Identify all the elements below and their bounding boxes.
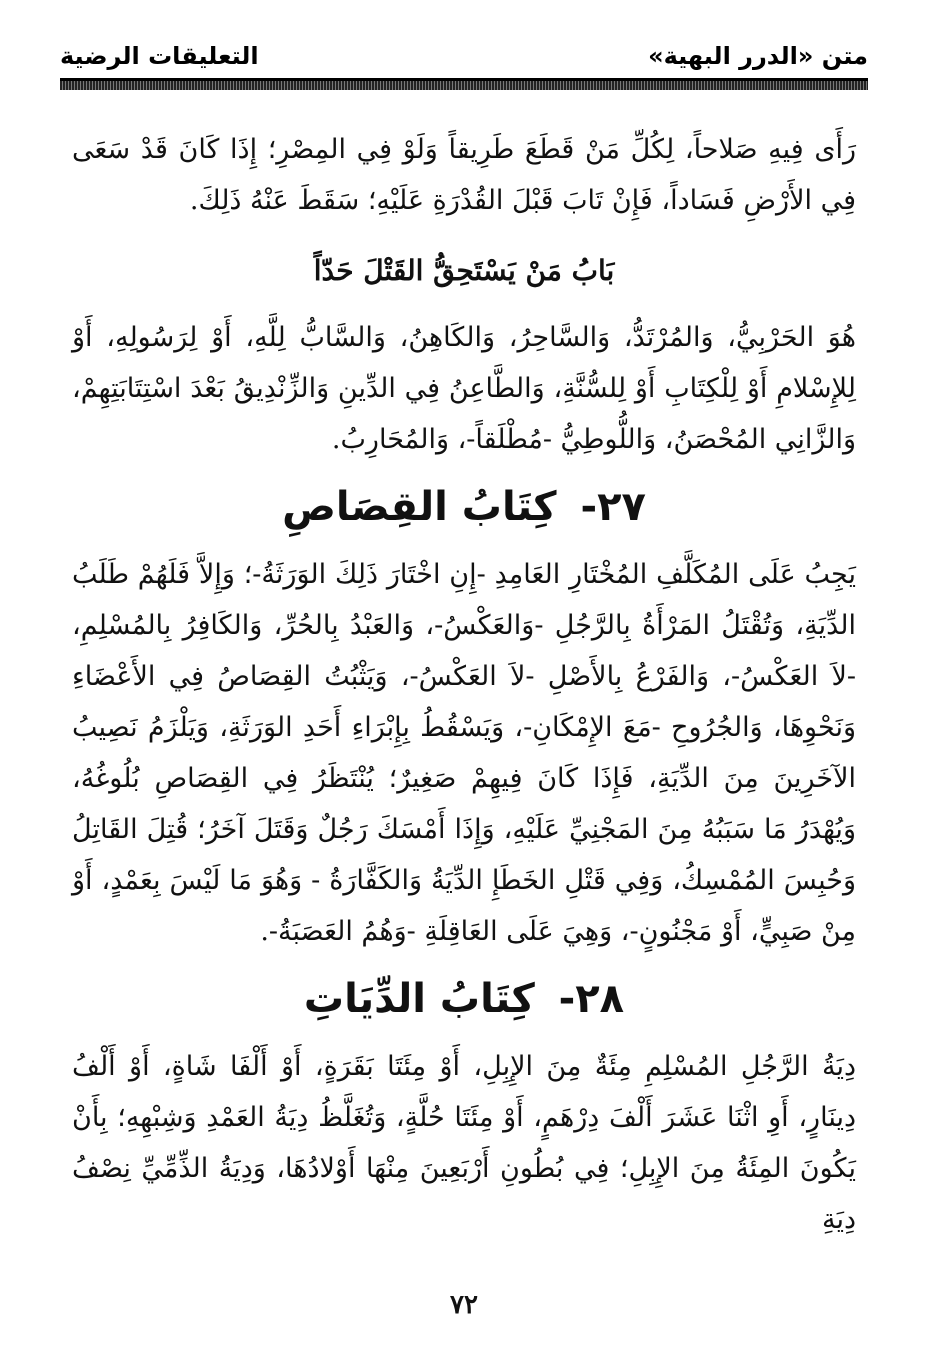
qisas-title: كِتَابُ القِصَاصِ bbox=[282, 484, 557, 530]
bab-heading: بَابُ مَنْ يَسْتَحِقُّ القَتْلَ حَدّاً bbox=[313, 254, 615, 287]
diyat-number: ٢٨- bbox=[558, 976, 625, 1022]
page-number: ٧٢ bbox=[450, 1290, 478, 1320]
diyat-title: كِتَابُ الدِّيَاتِ bbox=[303, 976, 535, 1022]
running-header bbox=[60, 38, 868, 74]
header-commentary-title: التعليقات الرضية bbox=[60, 42, 259, 70]
qisas-number: ٢٧- bbox=[580, 484, 646, 530]
diyat-heading bbox=[72, 967, 856, 1031]
qisas-paragraph: يَجِبُ عَلَى المُكَلَّفِ المُخْتَارِ العَامِدِ -إِنِ اخْتَارَ ذَلِكَ الوَرَثَةُ-؛ وَإِلاَّ فَلَهُمْ طَلَبُ الدِّيَةِ، وَتُقْتَلُ المَرْأَةُ بِالرَّجُلِ -وَالعَكْسُ-، وَالعَبْدُ بِالحُرِّ، وَالكَافِرُ بِالمُسْلِمِ، -لاَ العَكْسُ-، وَالفَرْعُ بِالأَصْلِ -لاَ العَكْسُ-، وَيَثْبُتُ القِصَاصُ فِي الأَعْضَاءِ وَنَحْوِهَا، وَالجُرُوحِ -مَعَ الإِمْكَانِ-، وَيَسْقُطُ بِإِبْرَاءِ أَحَدِ الوَرَثَةِ، وَيَلْزَمُ نَصِيبُ الآخَرِينَ مِنَ الدِّيَةِ، فَإِذَا كَانَ فِيهِمْ صَغِيرٌ؛ يُنْتَظَرُ فِي القِصَاصِ بُلُوغُهُ، وَيُهْدَرُ مَا سَبَبُهُ مِنَ المَجْنِيِّ عَلَيْهِ، وَإِذَا أَمْسَكَ رَجُلٌ وَقَتَلَ آخَرُ؛ قُتِلَ القَاتِلُ وَحُبِسَ المُمْسِكُ، وَفِي قَتْلِ الخَطَإِ الدِّيَةُ وَالكَفَّارَةُ - وَهُوَ مَا لَيْسَ بِعَمْدٍ، أَوْ مِنْ صَبِيٍّ، أَوْ مَجْنُونٍ-، وَهِيَ عَلَى العَاقِلَةِ -وَهُمُ العَصَبَةُ-. bbox=[72, 559, 856, 947]
header-rule bbox=[60, 78, 868, 90]
qisas-heading bbox=[72, 475, 856, 539]
bab-paragraph: هُوَ الحَرْبِيُّ، وَالمُرْتَدُّ، وَالسَّاحِرُ، وَالكَاهِنُ، وَالسَّابُّ لِلَّهِ، أَوْ لِرَسُولِهِ، أَوْ لِلإِسْلامِ أَوْ لِلْكِتَابِ أَوْ لِلسُّنَّةِ، وَالطَّاعِنُ فِي الدِّينِ وَالزِّنْدِيقُ بَعْدَ اسْتِتَابَتِهِمْ، وَالزَّانِي المُحْصَنُ، وَاللُّوطِيُّ -مُطْلَقاً-، وَالمُحَارِبُ. bbox=[72, 322, 856, 455]
diyat-paragraph: دِيَةُ الرَّجُلِ المُسْلِمِ مِئَةٌ مِنَ الإِبِلِ، أَوْ مِئَتَا بَقَرَةٍ، أَوْ أَلْفَا شَاةٍ، أَوْ أَلْفُ دِينَارٍ، أَوِ اثْنَا عَشَرَ أَلْفَ دِرْهَمٍ، أَوْ مِئَتَا حُلَّةٍ، وَتُغَلَّظُ دِيَةُ العَمْدِ وَشِبْهِهِ؛ بِأَنْ يَكُونَ المِئَةُ مِنَ الإِبِلِ؛ فِي بُطُونِ أَرْبَعِينَ مِنْهَا أَوْلادُهَا، وَدِيَةُ الذِّمِّيِّ نِصْفُ دِيَةِ bbox=[72, 1051, 856, 1235]
page-body bbox=[72, 124, 856, 1245]
intro-paragraph: رَأَى فِيهِ صَلاحاً، لِكُلِّ مَنْ قَطَعَ طَرِيقاً وَلَوْ فِي المِصْرِ؛ إِذَا كَانَ قَدْ سَعَى فِي الأَرْضِ فَسَاداً، فَإِنْ تَابَ قَبْلَ القُدْرَةِ عَلَيْهِ؛ سَقَطَ عَنْهُ ذَلِكَ. bbox=[72, 134, 856, 216]
header-book-title: متن «الدرر البهية» bbox=[648, 42, 868, 70]
